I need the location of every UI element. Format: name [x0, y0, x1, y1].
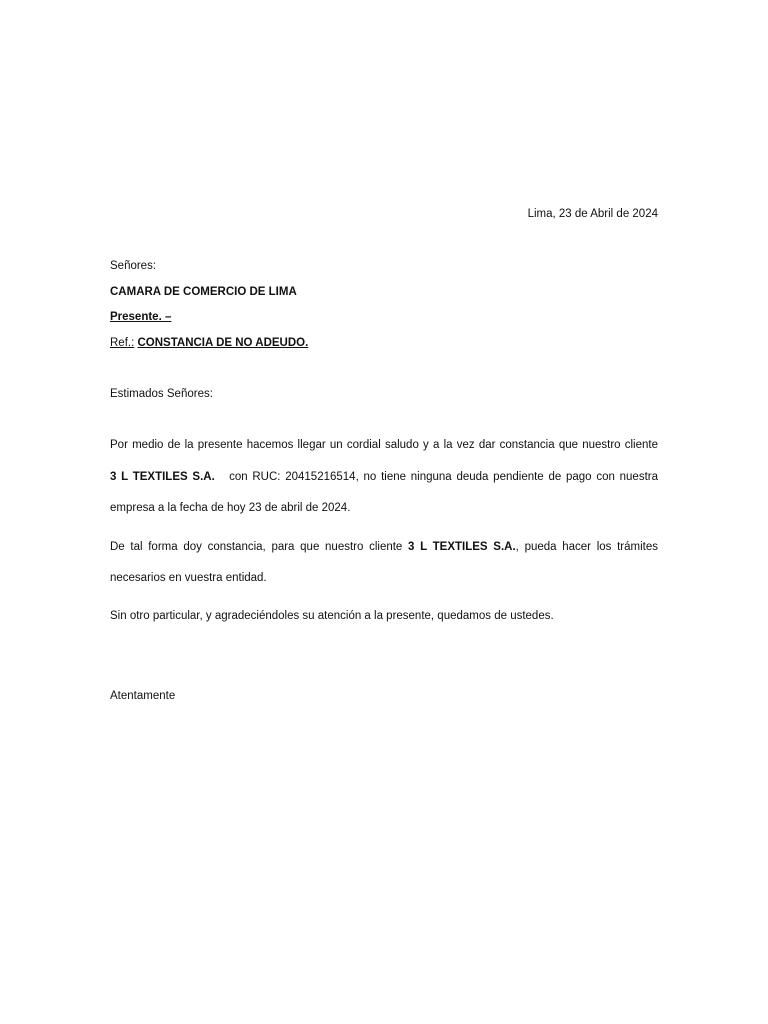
salutation-to: Señores: — [110, 260, 157, 272]
paragraph-3: Sin otro particular, y agradeciéndoles su atención a la presente, quedamos de ustedes. — [110, 610, 554, 622]
company-name: 3 L TEXTILES S.A. — [110, 471, 215, 483]
paragraph-2-line-1 — [110, 540, 658, 554]
paragraph-2-line-2: necesarios en vuestra entidad. — [110, 572, 267, 584]
paragraph-1-line-3: empresa a la fecha de hoy 23 de abril de 2024. — [110, 502, 351, 514]
paragraph-2-line-1-end: , pueda hacer los trámites — [515, 541, 658, 553]
reference-subject: CONSTANCIA DE NO ADEUDO. — [137, 337, 309, 349]
paragraph-1-line-1: Por medio de la presente hacemos llegar un cordial saludo y a la vez dar constancia que nuestro cliente — [110, 439, 658, 451]
presente-line: Presente. – — [110, 311, 172, 323]
recipient-name: CAMARA DE COMERCIO DE LIMA — [110, 286, 297, 298]
paragraph-1-line-2-text: con RUC: 20415216514, no tiene ninguna deuda pendiente de pago con nuestra — [229, 471, 658, 483]
company-name-2: 3 L TEXTILES S.A. — [408, 541, 516, 553]
paragraph-1-line-2 — [110, 470, 658, 484]
reference-line — [110, 336, 308, 350]
paragraph-2-line-1-start: De tal forma doy constancia, para que nuestro cliente — [110, 541, 403, 553]
closing: Atentamente — [110, 690, 176, 702]
reference-label: Ref.: — [110, 337, 135, 349]
greeting: Estimados Señores: — [110, 388, 213, 400]
letter-date: Lima, 23 de Abril de 2024 — [527, 208, 658, 220]
